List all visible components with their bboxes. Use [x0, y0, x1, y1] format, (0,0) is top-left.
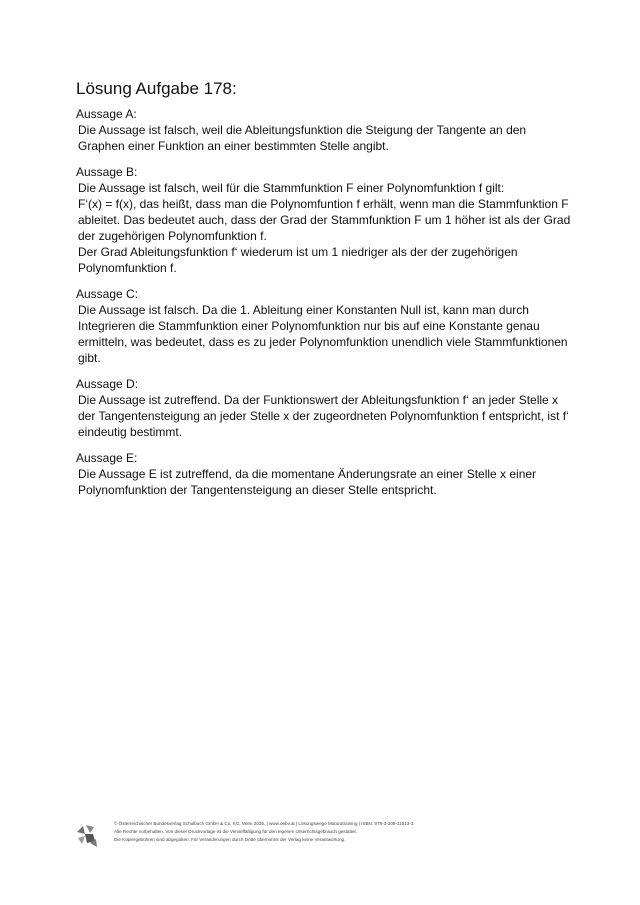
section-heading: Aussage D: — [76, 377, 139, 391]
section-heading: Aussage C: — [76, 287, 139, 301]
footer-copyright — [114, 820, 413, 844]
footer-line: Die Kopiergebühren sind abgegolten. Für Veränderungen durch Dritte übernimmt der Verlag keine Verantwortung. — [114, 837, 346, 842]
section-heading: Aussage B: — [76, 165, 138, 179]
footer-line: Alle Rechte vorbehalten. Von dieser Druckvorlage ist die Vervielfältigung für den eigenen Unterrichtsgebrauch gestattet. — [114, 829, 358, 834]
section-aussage-c — [76, 286, 571, 366]
section-heading: Aussage A: — [76, 107, 137, 121]
page-footer — [74, 820, 574, 850]
section-aussage-b — [76, 164, 571, 276]
section-paragraph: Die Aussage ist falsch. Da die 1. Ableitung einer Konstanten Null ist, kann man durch Integrieren die Stammfunktion einer Polynomfunktion nur bis auf eine Konstante genau ermitteln, was bedeutet, dass es zu jeder Polynomfunktion unendlich viele Stammfunktionen gibt. — [78, 303, 568, 365]
section-paragraph: Die Aussage ist zutreffend. Da der Funktionswert der Ableitungsfunktion f‘ an jeder Stelle x der Tangentensteigung an jeder Stelle x der zugeordneten Polynomfunktion f entspricht, ist f‘ eindeutig bestimmt. — [78, 393, 569, 439]
section-heading: Aussage E: — [76, 451, 138, 465]
footer-line: © Österreichischer Bundesverlag Schulbuch GmbH & Co. KG, Wien 2025. | www.oebv.at | Lösungswege Maturatraining | ISBN: 978-3-209-11513-3 — [114, 821, 414, 826]
document-content — [76, 106, 571, 508]
section-paragraph: Die Aussage ist falsch, weil für die Stammfunktion F einer Polynomfunktion f gilt: — [78, 181, 505, 195]
oebv-logo-icon — [74, 822, 100, 848]
section-aussage-e — [76, 450, 571, 498]
section-aussage-a — [76, 106, 571, 154]
page-title: Lösung Aufgabe 178: — [76, 79, 237, 98]
section-paragraph: Die Aussage E ist zutreffend, da die momentane Änderungsrate an einer Stelle x einer Polynomfunktion der Tangentensteigung an dieser Stelle entspricht. — [78, 467, 537, 497]
section-aussage-d — [76, 376, 571, 440]
section-paragraph: Der Grad Ableitungsfunktion f‘ wiederum ist um 1 niedriger als der der zugehörigen Polynomfunktion f. — [78, 245, 518, 275]
section-paragraph: Die Aussage ist falsch, weil die Ableitungsfunktion die Steigung der Tangente an den Graphen einer Funktion an einer bestimmten Stelle angibt. — [78, 123, 527, 153]
section-paragraph: F‘(x) = f(x), das heißt, dass man die Polynomfuntion f erhält, wenn man die Stammfunktion F ableitet. Das bedeutet auch, dass der Grad der Stammfunktion F um 1 höher ist als der Grad der zugehörigen Polynomfunktion f. — [78, 197, 571, 243]
